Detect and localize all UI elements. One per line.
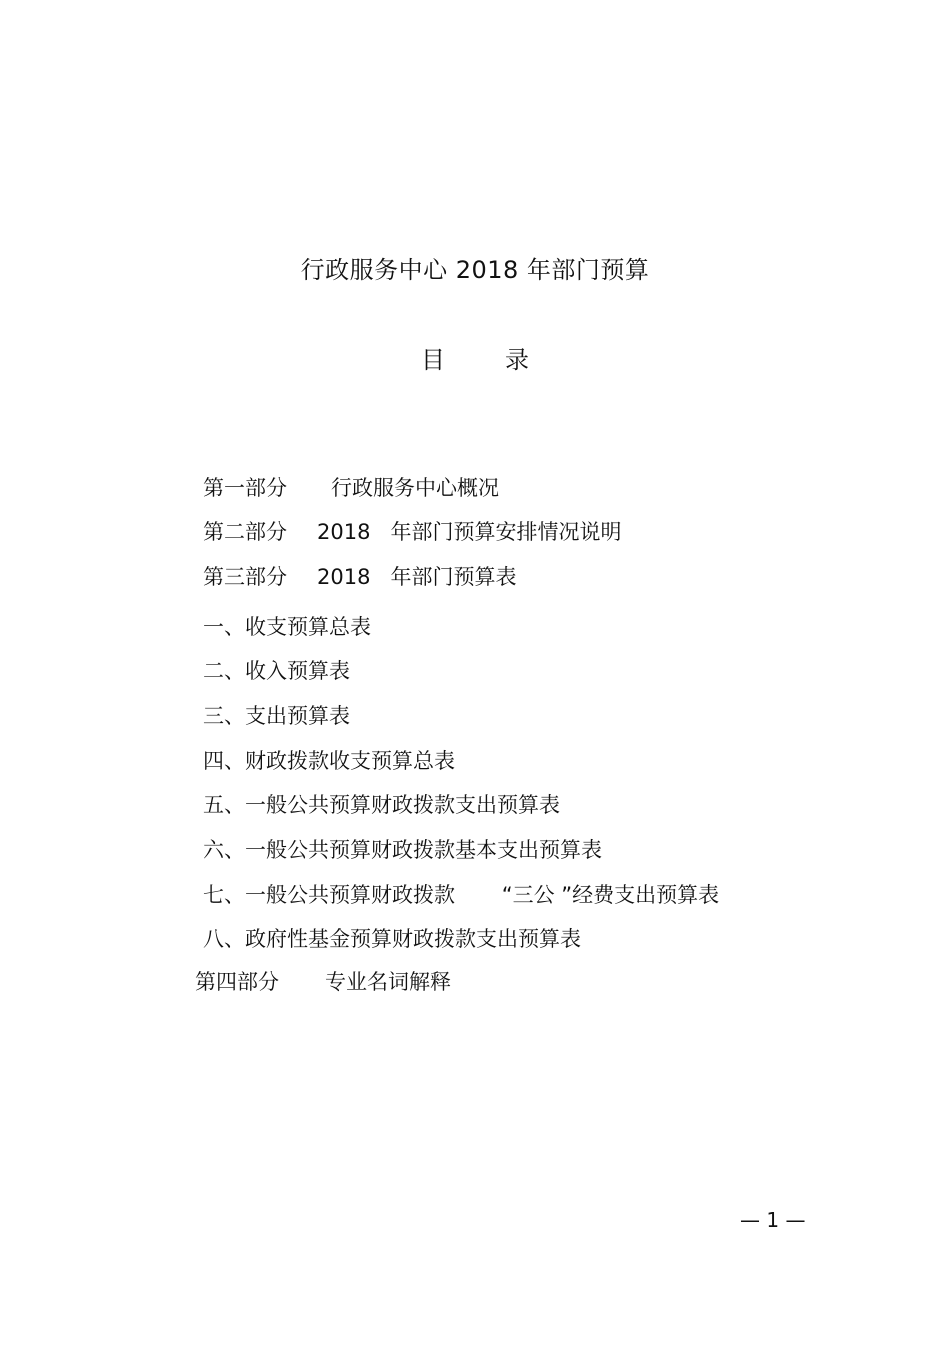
- part-title: 专业名词解释: [325, 970, 451, 994]
- toc-table-item: 四、财政拨款收支预算总表: [203, 749, 455, 773]
- page-number: — 1 —: [740, 1208, 806, 1232]
- part-title: 2018 年部门预算安排情况说明: [317, 520, 622, 544]
- document-title: 行政服务中心 2018 年部门预算: [300, 256, 650, 284]
- toc-part-3: [203, 567, 516, 588]
- toc-heading-left: 目: [421, 346, 445, 374]
- part-number: 第一部分: [203, 476, 287, 500]
- toc-part-2: [203, 522, 621, 543]
- toc-table-item: 二、收入预算表: [203, 659, 350, 683]
- toc-heading-right: 录: [505, 346, 529, 374]
- part-title: 行政服务中心概况: [331, 476, 499, 500]
- part-number: 第四部分: [195, 970, 279, 994]
- part-number: 第二部分: [203, 520, 287, 544]
- part-title: 2018 年部门预算表: [317, 565, 517, 589]
- toc-table-item: 七、一般公共预算财政拨款 “三公 ”经费支出预算表: [203, 883, 720, 907]
- toc-part-1: [203, 478, 499, 499]
- toc-table-item: 五、一般公共预算财政拨款支出预算表: [203, 793, 560, 817]
- toc-heading: [0, 340, 950, 375]
- toc-table-item: 一、收支预算总表: [203, 615, 371, 639]
- toc-table-item: 六、一般公共预算财政拨款基本支出预算表: [203, 838, 602, 862]
- toc-part-4: [195, 972, 451, 993]
- part-number: 第三部分: [203, 565, 287, 589]
- toc-table-item: 三、支出预算表: [203, 704, 350, 728]
- toc-table-item: 八、政府性基金预算财政拨款支出预算表: [203, 927, 581, 951]
